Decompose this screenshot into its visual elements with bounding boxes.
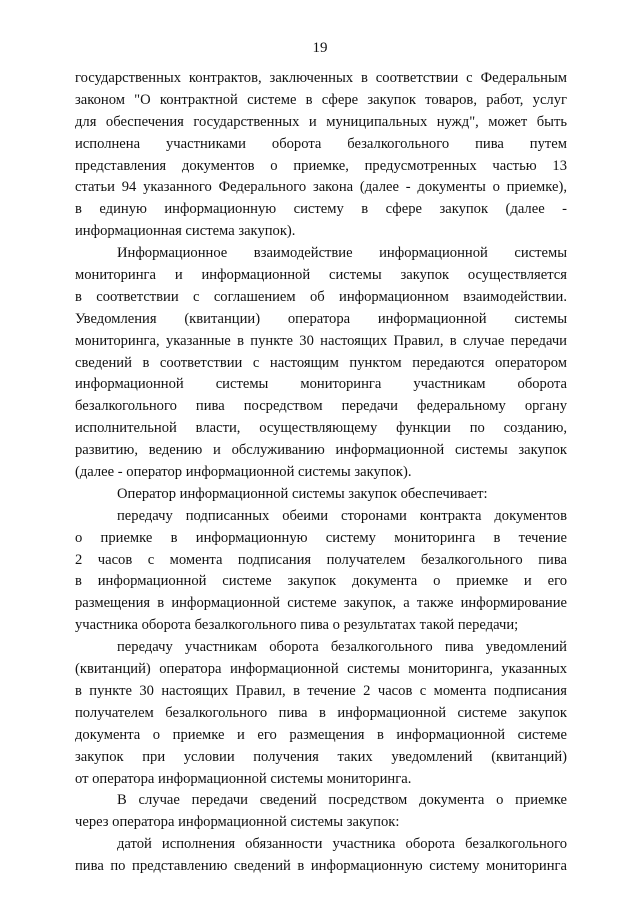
text-line: закупок при условии получения таких уведомлений (квитанций) [75, 748, 567, 765]
text-line: информационной системы мониторинга участникам оборота [75, 376, 567, 393]
text-line: участника оборота безалкогольного пива о результатах такой передачи; [75, 617, 519, 634]
text-line: через оператора информационной системы закупок: [75, 814, 400, 831]
text-line: законом "О контрактной системе в сфере закупок товаров, работ, услуг [75, 91, 567, 108]
page-number: 19 [312, 40, 328, 56]
text-line: государственных контрактов, заключенных в соответствии с Федеральным [75, 70, 567, 86]
text-line: Уведомления (квитанции) оператора информационной системы [75, 310, 567, 327]
text-line: (квитанций) оператора информационной системы мониторинга, указанных [75, 661, 567, 678]
text-line: в единую информационную систему в сфере закупок (далее - [75, 201, 567, 218]
text-line: в пункте 30 настоящих Правил, в течение 2 часов с момента подписания [75, 682, 567, 699]
text-line: (далее - оператор информационной системы закупок). [75, 464, 412, 481]
text-line: пива по представлению сведений в информационную систему мониторинга [75, 858, 567, 875]
document-body [75, 68, 567, 878]
text-line: развитию, ведению и обслуживанию информационной системы закупок [75, 442, 567, 459]
text-line: информационная система закупок). [75, 223, 296, 240]
text-line: сведений в соответствии с настоящим пунктом передаются оператором [75, 354, 567, 371]
text-line: о приемке в информационную систему мониторинга в течение [75, 529, 567, 546]
text-line: мониторинга, указанные в пункте 30 настоящих Правил, в случае передачи [75, 332, 567, 349]
text-line: для обеспечения государственных и муниципальных нужд", может быть [75, 113, 567, 130]
text-line: в информационной системе закупок документа о приемке и его [75, 573, 567, 590]
text-line: мониторинга и информационной системы закупок осуществляется [75, 267, 567, 284]
text-line: безалкогольного пива посредством передачи федеральному органу [75, 398, 567, 415]
text-line: документа о приемке и его размещения в информационной системе [75, 726, 567, 743]
text-line: передачу участникам оборота безалкогольного пива уведомлений [117, 639, 567, 656]
text-line: в соответствии с соглашением об информационном взаимодействии. [75, 288, 567, 305]
text-line: представления документов о приемке, предусмотренных частью 13 [75, 157, 567, 174]
text-line: от оператора информационной системы мониторинга. [75, 770, 412, 787]
text-line: Информационное взаимодействие информационной системы [117, 245, 567, 262]
text-line: В случае передачи сведений посредством документа о приемке [117, 792, 567, 809]
text-line: датой исполнения обязанности участника оборота безалкогольного [117, 836, 567, 853]
text-line: размещения в информационной системе закупок, а также информирование [75, 595, 567, 612]
text-line: Оператор информационной системы закупок обеспечивает: [117, 485, 488, 502]
text-line: 2 часов с момента подписания получателем безалкогольного пива [75, 551, 567, 568]
text-line: получателем безалкогольного пива в информационной системе закупок [75, 704, 567, 721]
text-line: исполнительной власти, осуществляющему функции по созданию, [75, 420, 567, 437]
text-line: исполнена участниками оборота безалкогольного пива путем [75, 135, 567, 152]
text-line: передачу подписанных обеими сторонами контракта документов [117, 507, 567, 524]
text-line: статьи 94 указанного Федерального закона (далее - документы о приемке), [75, 179, 567, 196]
